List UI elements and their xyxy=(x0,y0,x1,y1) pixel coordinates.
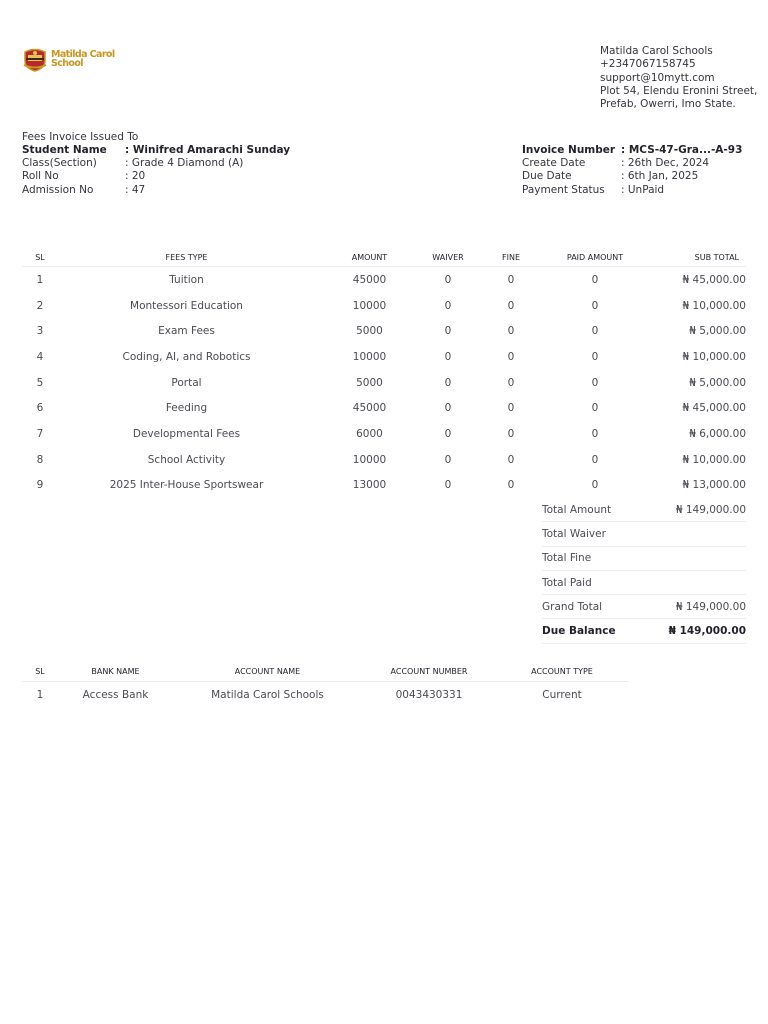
table-cell: 0 xyxy=(591,376,599,389)
table-cell: Developmental Fees xyxy=(132,427,241,440)
table-cell: 0 xyxy=(507,479,515,492)
student-name-row xyxy=(22,144,290,157)
bank-table-header xyxy=(22,661,628,682)
table-cell: 0 xyxy=(591,453,599,466)
table-cell: 5000 xyxy=(356,325,383,338)
table-cell: Portal xyxy=(171,376,202,389)
totals-block xyxy=(542,498,746,644)
table-cell: 0 xyxy=(444,376,452,389)
field-label: Due Date xyxy=(522,170,572,183)
invoice-number-row xyxy=(522,144,742,157)
table-cell: 9 xyxy=(36,479,44,492)
table-cell: 1 xyxy=(36,273,44,286)
field-label: Invoice Number xyxy=(522,144,616,156)
table-cell: 0 xyxy=(444,273,452,286)
table-cell: 0 xyxy=(507,350,515,363)
table-cell: 0 xyxy=(444,350,452,363)
fees-table xyxy=(22,248,746,498)
table-cell: ₦ 45,000.00 xyxy=(682,402,746,415)
table-cell: 45000 xyxy=(352,273,387,286)
column-header: SL xyxy=(22,661,58,682)
table-row xyxy=(22,421,746,447)
field-label: Roll No xyxy=(22,170,59,183)
column-header: ACCOUNT NAME xyxy=(173,661,362,682)
fees-table-header xyxy=(22,248,746,267)
table-cell: 0 xyxy=(591,427,599,440)
table-cell: 0 xyxy=(444,325,452,338)
column-header: FINE xyxy=(472,248,550,267)
table-cell: 13000 xyxy=(352,479,387,492)
table-cell: Matilda Carol Schools xyxy=(211,688,324,701)
logo-text-line1: Matilda Carol xyxy=(51,49,115,60)
table-cell: 0 xyxy=(444,427,452,440)
table-cell: 0 xyxy=(444,402,452,415)
table-cell: 5 xyxy=(36,376,44,389)
table-cell: ₦ 10,000.00 xyxy=(682,299,746,312)
table-cell: ₦ 5,000.00 xyxy=(689,376,746,389)
due-date-row xyxy=(522,170,742,183)
table-cell: Feeding xyxy=(165,402,208,415)
bank-table-body xyxy=(22,682,628,708)
due-date-value: : 6th Jan, 2025 xyxy=(621,170,699,183)
column-header: BANK NAME xyxy=(58,661,173,682)
column-header: WAIVER xyxy=(424,248,472,267)
table-row xyxy=(22,370,746,396)
field-label: Payment Status xyxy=(522,183,605,196)
table-cell: Montessori Education xyxy=(130,299,243,312)
table-cell: 0 xyxy=(507,453,515,466)
table-cell: 0 xyxy=(507,325,515,338)
totals-row xyxy=(542,498,746,522)
table-cell: 1 xyxy=(36,688,44,701)
school-address-line2: Prefab, Owerri, Imo State. xyxy=(600,98,736,111)
totals-label: Total Paid xyxy=(542,576,592,589)
table-cell: 6000 xyxy=(356,427,383,440)
table-row xyxy=(22,293,746,319)
payment-status-row xyxy=(522,184,742,197)
table-cell: 0 xyxy=(591,299,599,312)
admission-row xyxy=(22,184,290,197)
table-cell: 0 xyxy=(507,376,515,389)
column-header: SL xyxy=(22,248,58,267)
class-row xyxy=(22,157,290,170)
table-cell: 0043430331 xyxy=(395,688,463,701)
field-label: Create Date xyxy=(522,157,586,170)
invoice-number-value: : MCS-47-Gra...-A-93 xyxy=(621,144,743,156)
logo-text-line2: School xyxy=(51,58,83,69)
table-cell: 5000 xyxy=(356,376,383,389)
totals-row xyxy=(542,595,746,619)
admission-value: : 47 xyxy=(125,183,146,196)
column-header: SUB TOTAL xyxy=(640,248,746,267)
issued-to-label: Fees Invoice Issued To xyxy=(22,131,139,143)
totals-label: Grand Total xyxy=(542,600,603,613)
create-date-value: : 26th Dec, 2024 xyxy=(621,157,710,170)
class-value: : Grade 4 Diamond (A) xyxy=(125,157,244,170)
table-cell: ₦ 6,000.00 xyxy=(689,427,746,440)
table-cell: 0 xyxy=(507,427,515,440)
table-cell: 0 xyxy=(591,479,599,492)
bank-table xyxy=(22,661,628,707)
totals-label: Total Waiver xyxy=(542,527,606,540)
table-cell: Current xyxy=(542,688,582,701)
table-cell: 3 xyxy=(36,325,44,338)
table-row xyxy=(22,318,746,344)
payment-status-value: : UnPaid xyxy=(621,183,665,196)
table-cell: ₦ 10,000.00 xyxy=(682,453,746,466)
totals-value: ₦ 149,000.00 xyxy=(668,625,746,638)
create-date-row xyxy=(522,157,742,170)
totals-row xyxy=(542,619,746,643)
totals-label: Due Balance xyxy=(542,625,616,638)
student-info xyxy=(22,144,290,197)
table-cell: Coding, AI, and Robotics xyxy=(122,350,251,363)
column-header: FEES TYPE xyxy=(58,248,315,267)
table-cell: Exam Fees xyxy=(158,325,215,338)
table-cell: Access Bank xyxy=(82,688,149,701)
table-row xyxy=(22,682,628,708)
table-cell: 0 xyxy=(591,325,599,338)
table-cell: 0 xyxy=(444,479,452,492)
roll-row xyxy=(22,170,290,183)
totals-label: Total Fine xyxy=(542,552,592,565)
table-cell: 2025 Inter-House Sportswear xyxy=(109,479,264,492)
table-cell: ₦ 13,000.00 xyxy=(682,479,746,492)
totals-row xyxy=(542,547,746,571)
table-row xyxy=(22,447,746,473)
school-contact-block xyxy=(600,45,757,111)
table-cell: ₦ 45,000.00 xyxy=(682,273,746,286)
school-email: support@10mytt.com xyxy=(600,71,715,84)
table-cell: 45000 xyxy=(352,402,387,415)
column-header: AMOUNT xyxy=(315,248,424,267)
school-address-line1: Plot 54, Elendu Eronini Street, xyxy=(600,84,758,97)
table-row xyxy=(22,473,746,499)
table-cell: 7 xyxy=(36,427,44,440)
fees-table-body xyxy=(22,267,746,499)
student-name-value: : Winifred Amarachi Sunday xyxy=(125,144,291,156)
totals-value: ₦ 149,000.00 xyxy=(675,503,746,516)
column-header: PAID AMOUNT xyxy=(550,248,640,267)
column-header: ACCOUNT NUMBER xyxy=(362,661,496,682)
school-logo xyxy=(22,46,115,72)
school-crest-icon xyxy=(22,46,48,72)
table-cell: 0 xyxy=(591,273,599,286)
table-cell: 10000 xyxy=(352,350,387,363)
field-label: Admission No xyxy=(22,183,94,196)
table-row xyxy=(22,395,746,421)
field-label: Class(Section) xyxy=(22,157,97,170)
table-cell: 0 xyxy=(507,299,515,312)
table-cell: Tuition xyxy=(169,273,204,286)
table-cell: 0 xyxy=(507,402,515,415)
table-row xyxy=(22,267,746,293)
invoice-info xyxy=(522,144,742,197)
table-cell: 0 xyxy=(507,273,515,286)
table-row xyxy=(22,344,746,370)
totals-row xyxy=(542,522,746,546)
table-cell: 0 xyxy=(591,350,599,363)
school-phone: +2347067158745 xyxy=(600,58,696,71)
table-cell: ₦ 10,000.00 xyxy=(682,350,746,363)
table-cell: ₦ 5,000.00 xyxy=(689,325,746,338)
column-header: ACCOUNT TYPE xyxy=(496,661,628,682)
totals-value: ₦ 149,000.00 xyxy=(675,600,746,613)
field-label: Student Name xyxy=(22,144,107,156)
table-cell: School Activity xyxy=(147,453,226,466)
totals-label: Total Amount xyxy=(542,503,612,516)
roll-value: : 20 xyxy=(125,170,146,183)
totals-row xyxy=(542,571,746,595)
table-cell: 0 xyxy=(444,453,452,466)
table-cell: 10000 xyxy=(352,299,387,312)
school-name: Matilda Carol Schools xyxy=(600,45,713,57)
table-cell: 10000 xyxy=(352,453,387,466)
table-cell: 2 xyxy=(36,299,44,312)
table-cell: 4 xyxy=(36,350,44,363)
table-cell: 0 xyxy=(444,299,452,312)
table-cell: 6 xyxy=(36,402,44,415)
table-cell: 0 xyxy=(591,402,599,415)
table-cell: 8 xyxy=(36,453,44,466)
